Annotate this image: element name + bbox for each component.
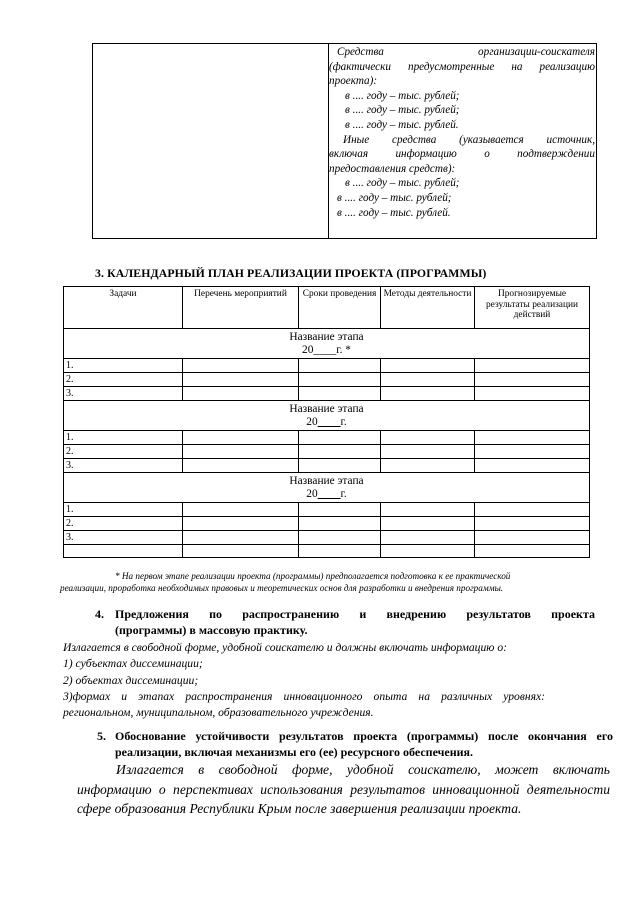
body-line: сфере образования Республики Крым после завершения реализации проекта. xyxy=(77,801,522,816)
row-number: 3. xyxy=(64,459,183,473)
table-row xyxy=(64,359,590,373)
calendar-plan-table xyxy=(63,286,590,558)
stage-cell xyxy=(64,329,590,359)
footnote-line: реализации, проработка необходимых правовых и теоретических основ для разработки и внедрения программы. xyxy=(60,583,504,594)
body-line: Излагается в свободной форме, удобной соискателю, может включать xyxy=(116,762,610,777)
table-row xyxy=(64,387,590,401)
footnote xyxy=(60,570,600,595)
stage-year: 20____г. * xyxy=(302,343,351,356)
footnote-line: * На первом этапе реализации проекта (программы) предполагается подготовка к ее практической xyxy=(115,571,511,581)
section-5-heading xyxy=(97,728,613,760)
stage-row xyxy=(64,401,590,431)
table-row xyxy=(64,459,590,473)
funding-line: включая информацию о подтверждении xyxy=(329,148,595,161)
table-header-row xyxy=(64,287,590,329)
body-line: информацию о перспективах использования результатов инновационной деятельности xyxy=(77,781,610,797)
funding-line: в .... году – тыс. рублей. xyxy=(345,118,459,131)
funding-line: Средства организации-соискателя xyxy=(337,46,595,58)
body-line: региональном, муниципальном, образовательного учреждения. xyxy=(63,706,374,720)
row-number: 2. xyxy=(64,445,183,459)
stage-name: Название этапа xyxy=(289,474,364,487)
body-line: 2) объектах диссеминации; xyxy=(63,673,199,687)
section-5-number: 5. xyxy=(97,729,106,743)
funding-table-right-cell xyxy=(329,44,596,238)
funding-line: в .... году – тыс. рублей; xyxy=(345,89,460,102)
stage-row xyxy=(64,329,590,359)
section-4-body xyxy=(63,640,593,721)
table-row xyxy=(64,517,590,531)
header-activities: Перечень мероприятий xyxy=(183,287,299,329)
row-number: 2. xyxy=(64,517,183,531)
stage-year: 20____г. xyxy=(306,415,347,428)
row-number: 3. xyxy=(64,531,183,545)
section-5-body xyxy=(77,760,610,819)
table-row xyxy=(64,503,590,517)
funding-table xyxy=(92,43,597,239)
funding-line: в .... году – тыс. рублей. xyxy=(337,206,451,219)
row-number: 3. xyxy=(64,387,183,401)
body-line: 1) субъектах диссеминации; xyxy=(63,657,203,671)
section-4-title-line: (программы) в массовую практику. xyxy=(115,623,308,637)
funding-line: Иные средства (указывается источник, xyxy=(343,133,595,146)
row-number: 2. xyxy=(64,373,183,387)
row-number: 1. xyxy=(64,431,183,445)
stage-row xyxy=(64,473,590,503)
funding-line: в .... году – тыс. рублей; xyxy=(337,191,452,204)
table-row xyxy=(64,373,590,387)
section-3-title: 3. КАЛЕНДАРНЫЙ ПЛАН РЕАЛИЗАЦИИ ПРОЕКТА (ПРОГРАММЫ) xyxy=(95,266,487,280)
stage-name: Название этапа xyxy=(289,402,364,415)
stage-year: 20____г. xyxy=(306,487,347,500)
table-row xyxy=(64,531,590,545)
header-expected-results: Прогнозируемые результаты реализации действий xyxy=(475,287,590,329)
header-tasks: Задачи xyxy=(64,287,183,329)
funding-line: предоставления средств): xyxy=(329,162,456,175)
body-line: 3)формах и этапах распространения инновационного опыта на различных уровнях: xyxy=(63,689,545,703)
header-methods: Методы деятельности xyxy=(381,287,475,329)
body-line: Излагается в свободной форме, удобной соискателю и должны включать информацию о: xyxy=(63,641,507,654)
row-number: 1. xyxy=(64,359,183,373)
section-4-heading xyxy=(95,606,595,638)
stage-name: Название этапа xyxy=(289,330,364,343)
funding-line: проекта): xyxy=(329,75,378,88)
section-5-title-line: Обоснование устойчивости результатов проекта (программы) после окончания его xyxy=(115,729,613,743)
funding-line: в .... году – тыс. рублей; xyxy=(345,104,460,117)
table-row xyxy=(64,445,590,459)
table-row xyxy=(64,545,590,558)
funding-line: в .... году – тыс. рублей; xyxy=(345,177,460,190)
header-timing: Сроки проведения xyxy=(299,287,381,329)
funding-table-left-cell xyxy=(93,44,329,238)
funding-line: (фактически предусмотренные на реализацию xyxy=(329,60,595,73)
table-row xyxy=(64,431,590,445)
stage-cell xyxy=(64,401,590,431)
row-number: 1. xyxy=(64,503,183,517)
stage-cell xyxy=(64,473,590,503)
section-4-number: 4. xyxy=(95,607,104,621)
section-4-title-line: Предложения по распространению и внедрению результатов проекта xyxy=(115,607,595,621)
section-5-title-line: реализации, включая механизмы его (ее) ресурсного обеспечения. xyxy=(115,745,474,759)
